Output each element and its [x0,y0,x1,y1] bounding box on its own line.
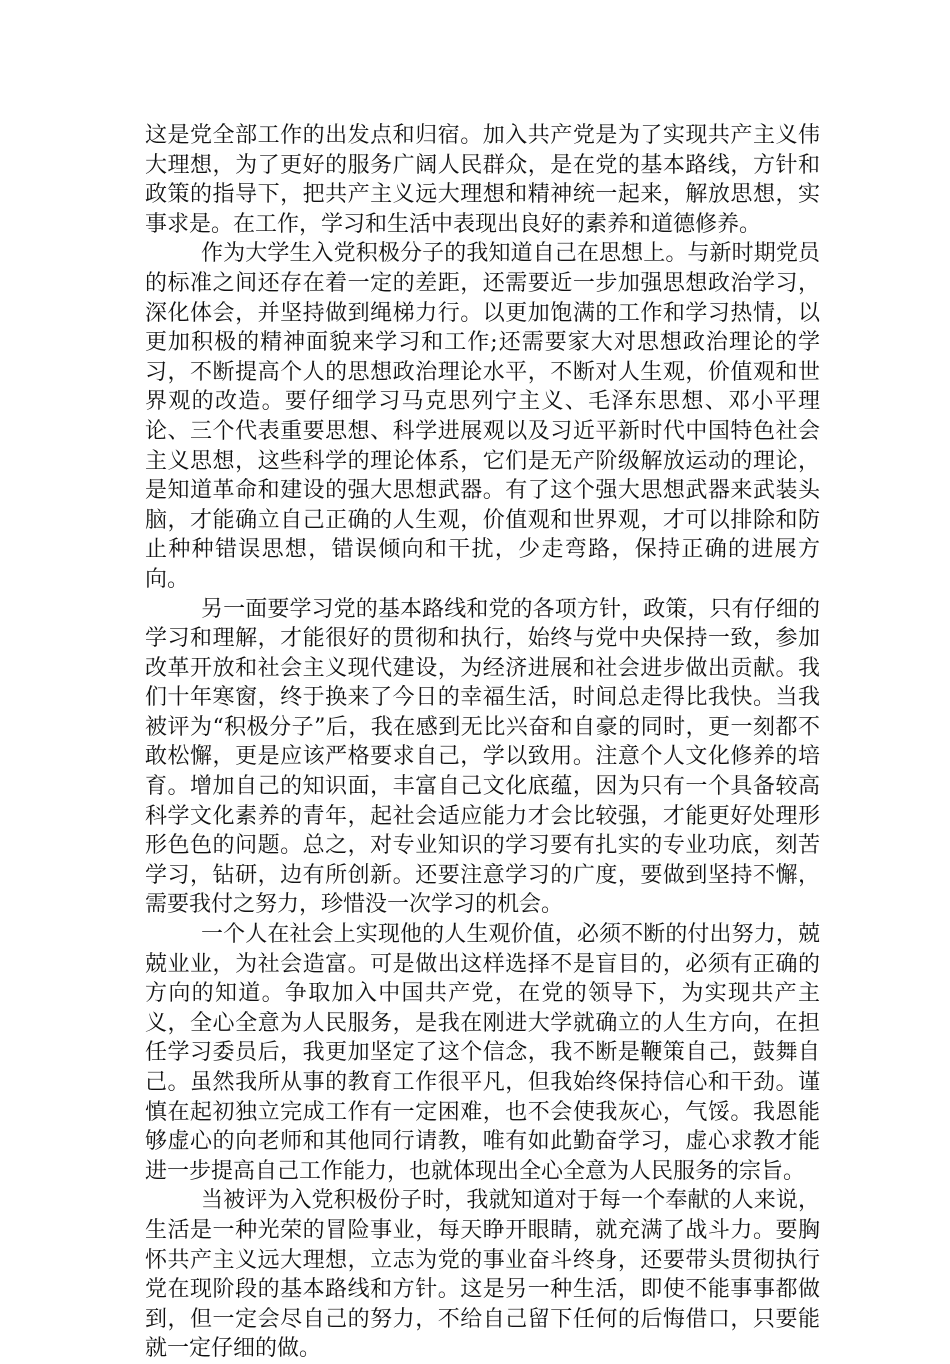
paragraph-5: 当被评为入党积极份子时，我就知道对于每一个奉献的人来说，生活是一种光荣的冒险事业，每天睁开眼睛，就充满了战斗力。要胸怀共产主义远大理想，立志为党的事业奋斗终身，还要带头贯彻执行党在现阶段的基本路线和方针。这是另一种生活，即使不能事事都做到，但一定会尽自己的努力，不给自己留下任何的后悔借口，只要能就一定仔细的做。 [145,1188,820,1362]
document-body [145,121,820,1364]
paragraph-3: 另一面要学习党的基本路线和党的各项方针，政策，只有仔细的学习和理解，才能很好的贯彻和执行，始终与党中央保持一致，参加改革开放和社会主义现代建设，为经济进展和社会进步做出贡献。我们十年寒窗，终于换来了今日的幸福生活，时间总走得比我快。当我被评为“积极分子”后，我在感到无比兴奋和自豪的同时，更一刻都不敢松懈，更是应该严格要求自己，学以致用。注意个人文化修养的培育。增加自己的知识面，丰富自己文化底蕴，因为只有一个具备较高科学文化素养的青年，起社会适应能力才会比较强，才能更好处理形形色色的问题。总之，对专业知识的学习要有扎实的专业功底，刻苦学习，钻研，边有所创新。还要注意学习的广度，要做到坚持不懈，需要我付之努力，珍惜没一次学习的机会。 [145,596,820,918]
paragraph-2: 作为大学生入党积极分子的我知道自己在思想上。与新时期党员的标准之间还存在着一定的差距，还需要近一步加强思想政治学习，深化体会，并坚持做到绳梯力行。以更加饱满的工作和学习热情，以更加积极的精神面貌来学习和工作;还需要家大对思想政治理论的学习，不断提高个人的思想政治理论水平，不断对人生观，价值观和世界观的改造。要仔细学习马克思列宁主义、毛泽东思想、邓小平理论、三个代表重要思想、科学进展观以及习近平新时代中国特色社会主义思想，这些科学的理论体系，它们是无产阶级解放运动的理论，是知道革命和建设的强大思想武器。有了这个强大思想武器来武装头脑，才能确立自己正确的人生观，价值观和世界观，才可以排除和防止种种错误思想，错误倾向和干扰，少走弯路，保持正确的进展方向。 [145,241,820,592]
paragraph-4: 一个人在社会上实现他的人生观价值，必须不断的付出努力，兢兢业业，为社会造富。可是做出这样选择不是盲目的，必须有正确的方向的知道。争取加入中国共产党，在党的领导下，为实现共产主义，全心全意为人民服务，是我在刚进大学就确立的人生方向，在担任学习委员后，我更加坚定了这个信念，我不断是鞭策自己，鼓舞自己。虽然我所从事的教育工作很平凡，但我始终保持信心和干劲。谨慎在起初独立完成工作有一定困难，也不会使我灰心，气馁。我恩能够虚心的向老师和其他同行请教，唯有如此勤奋学习，虚心求教才能进一步提高自己工作能力，也就体现出全心全意为人民服务的宗旨。 [145,922,820,1184]
paragraph-1: 这是党全部工作的出发点和归宿。加入共产党是为了实现共产主义伟大理想，为了更好的服务广阔人民群众，是在党的基本路线，方针和政策的指导下，把共产主义远大理想和精神统一起来，解放思想，实事求是。在工作，学习和生活中表现出良好的素养和道德修养。 [145,123,820,237]
